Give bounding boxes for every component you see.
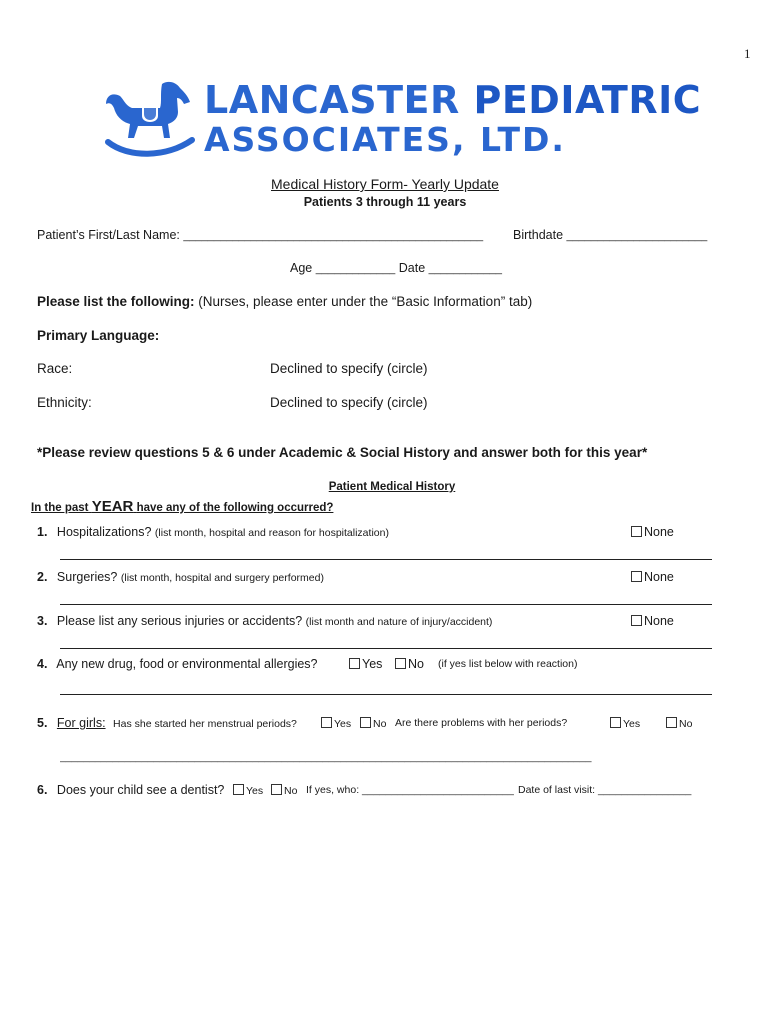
patient-name-row [37,228,483,242]
question-6-dentist-row [306,784,514,796]
question-4 [37,657,318,671]
no-label: No [408,657,424,671]
logo-word-lancaster: LANCASTER [204,78,460,122]
history-intro [31,498,333,515]
question-6-text: Does your child see a dentist? [56,783,225,797]
primary-language-label: Primary Language: [37,328,160,343]
question-1 [37,525,389,539]
question-5b-yes-checkbox[interactable] [610,717,640,730]
question-1-hint: (list month, hospital and reason for hospitalization) [154,527,389,539]
race-label: Race: [37,361,73,376]
birthdate-row [513,228,707,242]
logo-wordmark-line2: ASSOCIATES, LTD. [204,120,566,159]
none-label: None [644,614,674,628]
question-4-no-checkbox[interactable] [395,657,424,671]
no-label: No [284,785,298,797]
question-4-number: 4. [37,657,48,671]
yes-label: Yes [362,657,383,671]
patient-name-field[interactable]: _________________________________________________ [183,230,484,242]
checkbox-icon [631,615,642,626]
logo-wordmark-line1 [204,78,701,122]
question-4-yes-checkbox[interactable] [349,657,382,671]
page-number: 1 [744,46,751,61]
question-6-last-visit-label: Date of last visit: [518,784,596,796]
question-5-text-a: Has she started her menstrual periods? [113,718,297,730]
question-1-answer-line[interactable] [60,559,712,560]
checkbox-icon [666,717,677,728]
question-5-answer-line[interactable]: ___________________________________________________________________________________________ [60,751,592,763]
list-heading: Please list the following: [37,294,195,309]
question-2-number: 2. [37,570,48,584]
birthdate-field[interactable]: _______________________ [566,230,708,242]
yes-label: Yes [623,718,641,730]
question-5 [37,716,297,730]
question-6-number: 6. [37,783,48,797]
checkbox-icon [610,717,621,728]
ethnicity-label: Ethnicity: [37,395,92,410]
yes-label: Yes [334,718,352,730]
history-intro-year: YEAR [91,498,134,515]
question-5-number: 5. [37,716,48,730]
practice-logo [104,76,702,162]
question-1-number: 1. [37,525,48,539]
age-label: Age [290,261,313,275]
no-label: No [679,718,693,730]
yes-label: Yes [246,785,264,797]
history-intro-start: In the past [31,502,89,514]
rocking-horse-icon [104,78,196,160]
race-declined-option[interactable]: Declined to specify (circle) [270,361,428,376]
logo-word-pediatric: PEDIATRIC [473,78,702,122]
ethnicity-declined-option[interactable]: Declined to specify (circle) [270,395,428,410]
checkbox-icon [631,571,642,582]
question-2-hint: (list month, hospital and surgery performed) [120,572,324,584]
age-field[interactable]: _____________ [315,263,396,275]
question-5-for-girls: For girls: [56,716,106,730]
question-1-text: Hospitalizations? [56,525,152,539]
patient-name-label: Patient’s First/Last Name: [37,228,180,242]
question-3-hint: (list month and nature of injury/accident) [305,616,493,628]
date-field[interactable]: ____________ [428,263,503,275]
question-5a-no-checkbox[interactable] [360,717,386,730]
list-note: (Nurses, please enter under the “Basic Information” tab) [198,294,533,309]
question-3-number: 3. [37,614,48,628]
checkbox-icon [395,658,406,669]
list-instructions [37,294,532,309]
review-note: *Please review questions 5 & 6 under Academic & Social History and answer both for this year* [37,445,648,460]
question-3-none-checkbox[interactable] [631,614,674,628]
question-2-answer-line[interactable] [60,604,712,605]
checkbox-icon [233,784,244,795]
question-6-yes-checkbox[interactable] [233,784,263,797]
question-6-last-visit-field[interactable]: ________________ [597,784,692,796]
question-3-answer-line[interactable] [60,648,712,649]
question-6 [37,783,224,797]
checkbox-icon [360,717,371,728]
form-subtitle: Patients 3 through 11 years [303,195,467,209]
question-5a-yes-checkbox[interactable] [321,717,351,730]
question-6-no-checkbox[interactable] [271,784,297,797]
question-1-none-checkbox[interactable] [631,525,674,539]
checkbox-icon [631,526,642,537]
question-3 [37,614,492,628]
history-intro-end: have any of the following occurred? [136,502,334,514]
form-title: Medical History Form- Yearly Update [271,176,499,192]
question-2-text: Surgeries? [56,570,118,584]
no-label: No [373,718,387,730]
date-label: Date [398,261,426,275]
question-2-none-checkbox[interactable] [631,570,674,584]
question-5-text-b: Are there problems with her periods? [395,717,568,729]
question-3-text: Please list any serious injuries or accidents? [56,614,303,628]
question-6-if-yes-label: If yes, who: [306,784,360,796]
none-label: None [644,570,674,584]
question-6-dentist-field[interactable]: __________________________ [362,784,514,796]
medical-history-title: Patient Medical History [328,481,456,493]
none-label: None [644,525,674,539]
question-2 [37,570,324,584]
question-4-answer-line[interactable] [60,694,712,695]
checkbox-icon [271,784,282,795]
question-5b-no-checkbox[interactable] [666,717,692,730]
checkbox-icon [321,717,332,728]
question-4-hint: (if yes list below with reaction) [438,658,578,670]
checkbox-icon [349,658,360,669]
birthdate-label: Birthdate [513,228,564,242]
question-6-visit-row [518,784,691,796]
question-4-text: Any new drug, food or environmental allergies? [56,657,318,671]
age-date-row [290,261,502,275]
